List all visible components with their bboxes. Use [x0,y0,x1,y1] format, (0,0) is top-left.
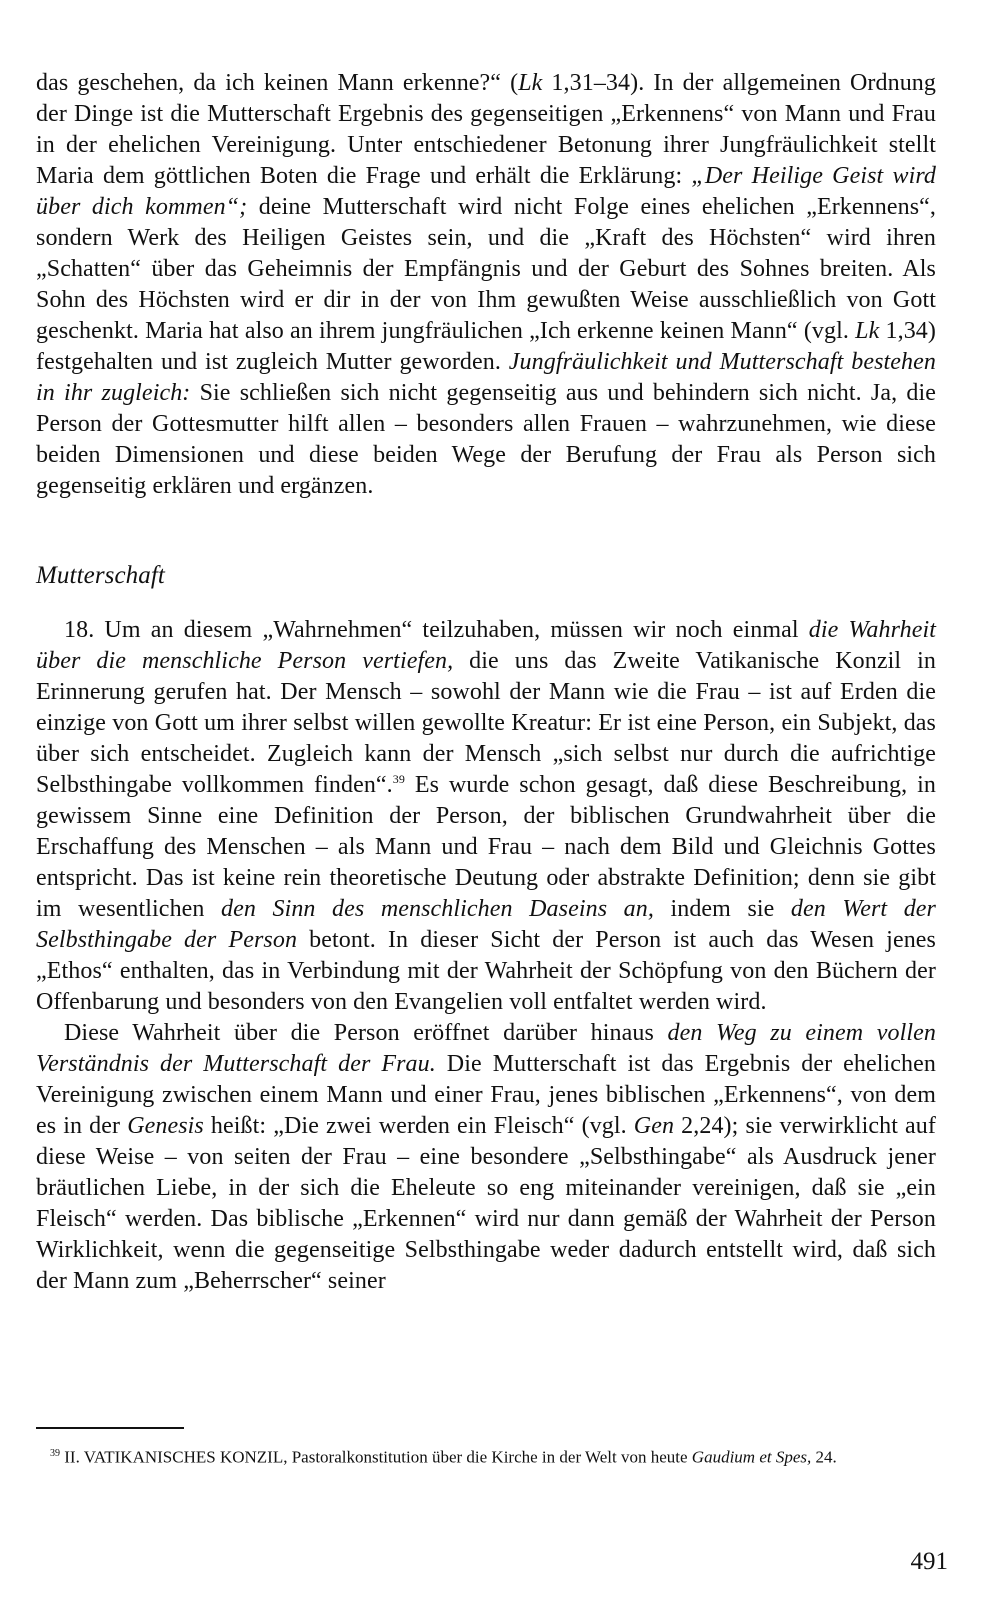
page-content [36,68,936,1297]
footnote-divider [36,1427,184,1429]
page-number: 491 [910,1548,948,1575]
section-title: Mutterschaft [36,562,165,589]
footnote-mark: 39 [50,1448,60,1459]
footnote-reference: 39 [392,772,405,786]
paragraph-3: Diese Wahrheit über die Person eröffnet darüber hinaus den Weg zu einem vollen Verständnis der Mutterschaft der Frau. Die Mutterschaft ist das Ergebnis der ehelichen Vereinigung zwischen einem Mann und einer Frau, jenes biblischen „Erkennens“, von dem es in der Genesis heißt: „Die zwei werden ein Fleisch“ (vgl. Gen 2,24); sie verwirklicht auf diese Weise – von seiten der Frau – eine besondere „Selbsthingabe“ als Ausdruck jener bräutlichen Liebe, in der sich die Eheleute so eng miteinander vereinigen, daß sie „ein Fleisch“ werden. Das biblische „Erkennen“ wird nur dann gemäß der Wahrheit der Person Wirklichkeit, wenn die gegenseitige Selbsthingabe weder dadurch entstellt wird, daß sich der Mann zum „Beherrscher“ seiner [36,1020,936,1294]
paragraph-2: 18. Um an diesem „Wahrnehmen“ teilzuhaben, müssen wir noch einmal die Wahrheit über die menschliche Person vertiefen, die uns das Zweite Vatikanische Konzil in Erinnerung gerufen hat. Der Mensch – sowohl der Mann wie die Frau – ist auf Erden die einzige von Gott um ihrer selbst willen gewollte Kreatur: Er ist eine Person, ein Subjekt, das über sich entscheidet. Zugleich kann der Mensch „sich selbst nur durch die aufrichtige Selbsthingabe vollkommen finden“.$^{39}$ Es wurde schon gesagt, daß diese Beschreibung, in gewissem Sinne eine Definition der Person, der biblischen Grundwahrheit über die Erschaffung des Menschen – als Mann und Frau – nach dem Bild und Gleichnis Gottes entspricht. Das ist keine rein theoretische Deutung oder abstrakte Definition; denn sie gibt im wesentlichen den Sinn des menschlichen Daseins an, indem sie den Wert der Selbsthingabe der Person betont. In dieser Sicht der Person ist auch das Wesen jenes „Ethos“ enthalten, das in Verbindung mit der Wahrheit der Schöpfung von den Büchern der Offenbarung und besonders von den Evangelien voll entfaltet werden wird. [36,617,936,1015]
footnote: $^{39}$ II. VATIKANISCHES KONZIL, Pastoralkonstitution über die Kirche in der Welt von heute Gaudium et Spes, 24. [36,1440,936,1471]
main-text [36,68,936,1297]
paragraph-1: das geschehen, da ich keinen Mann erkenne?“ (Lk 1,31–34). In der allgemeinen Ordnung der Dinge ist die Mutterschaft Ergebnis des gegenseitigen „Erkennens“ von Mann und Frau in der ehelichen Vereinigung. Unter entschiedener Betonung ihrer Jungfräulichkeit stellt Maria dem göttlichen Boten die Frage und erhält die Erklärung: „Der Heilige Geist wird über dich kommen“; deine Mutterschaft wird nicht Folge eines ehelichen „Erkennens“, sondern Werk des Heiligen Geistes sein, und die „Kraft des Höchsten“ wird ihren „Schatten“ über das Geheimnis der Empfängnis und der Geburt des Sohnes breiten. Als Sohn des Höchsten wird er dir in der von Ihm gewußten Weise ausschließlich von Gott geschenkt. Maria hat also an ihrem jungfräulichen „Ich erkenne keinen Mann“ (vgl. Lk 1,34) festgehalten und ist zugleich Mutter geworden. Jungfräulichkeit und Mutterschaft bestehen in ihr zugleich: Sie schließen sich nicht gegenseitig aus und behindern sich nicht. Ja, die Person der Gottesmutter hilft allen – besonders allen Frauen – wahrzunehmen, wie diese beiden Dimensionen und diese beiden Wege der Berufung der Frau als Person sich gegenseitig erklären und ergänzen. [36,70,937,499]
